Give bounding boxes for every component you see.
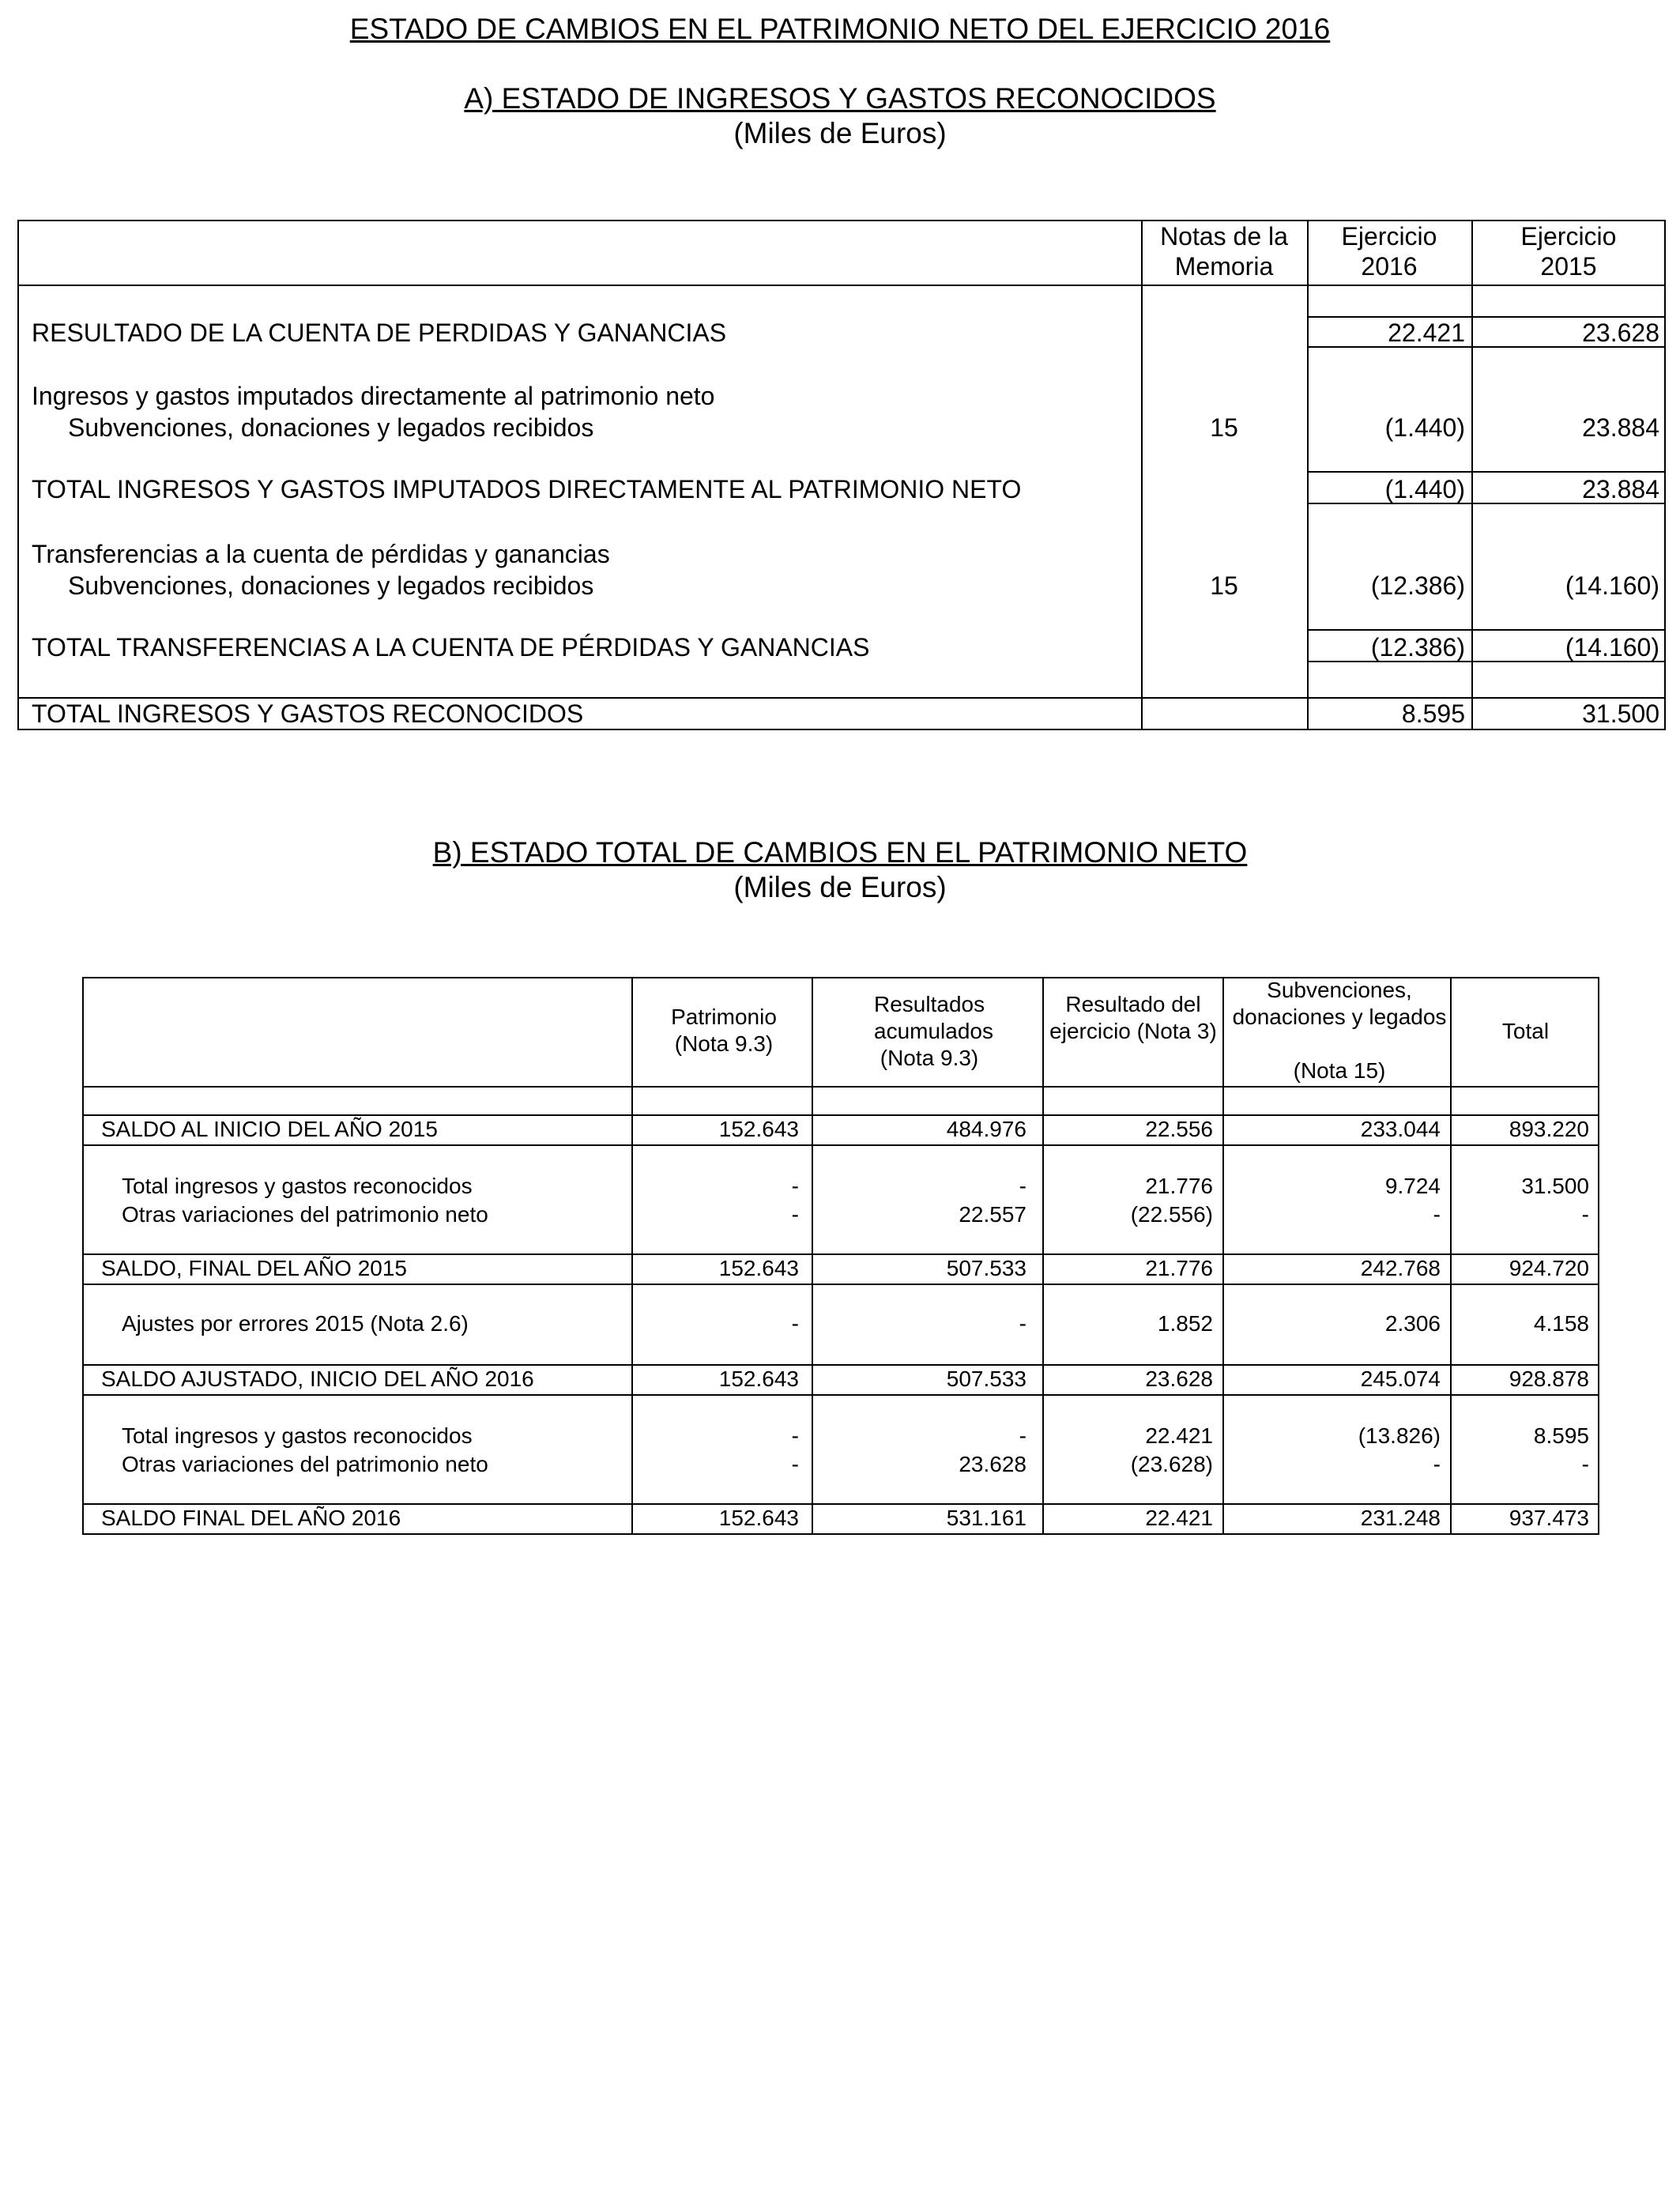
cell-resultados-acumulados: - — [1019, 1174, 1026, 1198]
value-2016: 22.421 — [1388, 319, 1465, 347]
row-label: TOTAL INGRESOS Y GASTOS RECONOCIDOS — [32, 699, 584, 728]
table-b-rule — [84, 1086, 1598, 1088]
col-header-total: Total — [1501, 1019, 1550, 1043]
income-expense-table — [17, 220, 1666, 730]
col-header-2015: 2015 — [1540, 252, 1597, 281]
note-ref: 15 — [1210, 571, 1238, 600]
value-2016: 8.595 — [1401, 699, 1465, 728]
value-2015: 31.500 — [1582, 699, 1659, 728]
cell-subvenciones: 9.724 — [1384, 1174, 1441, 1198]
table-a-value-rule — [1307, 471, 1664, 473]
value-2015: (14.160) — [1565, 633, 1659, 662]
cell-total: 8.595 — [1533, 1423, 1589, 1448]
table-b-rule — [84, 1144, 1598, 1146]
row-label: Otras variaciones del patrimonio neto — [122, 1452, 488, 1476]
row-label: TOTAL INGRESOS Y GASTOS IMPUTADOS DIRECTAMENTE AL PATRIMONIO NETO — [32, 475, 1022, 503]
cell-total: 4.158 — [1533, 1311, 1589, 1336]
cell-patrimonio: 152.643 — [718, 1117, 799, 1141]
cell-subvenciones: 2.306 — [1384, 1311, 1441, 1336]
value-2015: 23.628 — [1582, 319, 1659, 347]
cell-total: 31.500 — [1521, 1174, 1589, 1198]
row-label: Total ingresos y gastos reconocidos — [122, 1174, 473, 1198]
table-a-value-rule — [1307, 629, 1664, 631]
value-2015: 23.884 — [1582, 413, 1659, 442]
row-label: Otras variaciones del patrimonio neto — [122, 1202, 488, 1227]
section-a-units: (Miles de Euros) — [733, 117, 947, 149]
cell-resultado-ejercicio: (23.628) — [1130, 1452, 1213, 1476]
table-b-divider — [1450, 978, 1452, 1533]
value-2016: (12.386) — [1370, 571, 1465, 600]
value-2016: (1.440) — [1384, 475, 1465, 503]
cell-resultados-acumulados: 531.161 — [946, 1506, 1026, 1530]
cell-patrimonio: - — [791, 1311, 799, 1336]
section-b-title: B) ESTADO TOTAL DE CAMBIOS EN EL PATRIMONIO NETO — [432, 836, 1248, 869]
cell-resultados-acumulados: - — [1019, 1423, 1026, 1448]
cell-resultados-acumulados: 507.533 — [946, 1256, 1026, 1280]
cell-patrimonio: - — [791, 1423, 799, 1448]
cell-total: 928.878 — [1509, 1367, 1589, 1391]
col-header-notes: Memoria — [1174, 252, 1274, 281]
col-header-resultado-ejercicio: Resultado del ejercicio (Nota 3) — [1049, 992, 1217, 1043]
cell-resultados-acumulados: 484.976 — [946, 1117, 1026, 1141]
cell-resultado-ejercicio: 21.776 — [1145, 1174, 1213, 1198]
cell-subvenciones: - — [1433, 1202, 1441, 1227]
col-header-subvenciones-note: (Nota 15) — [1293, 1058, 1386, 1083]
col-header-2015: Ejercicio — [1520, 222, 1617, 251]
row-label: Subvenciones, donaciones y legados recibidos — [68, 413, 594, 442]
col-header-subvenciones: Subvenciones, donaciones y legados — [1232, 978, 1447, 1029]
row-label: Ajustes por errores 2015 (Nota 2.6) — [122, 1311, 469, 1336]
table-a-header-rule — [19, 285, 1664, 286]
cell-subvenciones: 231.248 — [1360, 1506, 1441, 1530]
value-2016: (12.386) — [1370, 633, 1465, 662]
cell-resultado-ejercicio: (22.556) — [1130, 1202, 1213, 1227]
col-header-2016: 2016 — [1361, 252, 1418, 281]
table-b-rule — [84, 1284, 1598, 1285]
cell-subvenciones: 233.044 — [1360, 1117, 1441, 1141]
row-label: SALDO AJUSTADO, INICIO DEL AÑO 2016 — [101, 1367, 534, 1391]
cell-resultado-ejercicio: 22.421 — [1145, 1506, 1213, 1530]
row-label: Transferencias a la cuenta de pérdidas y ganancias — [32, 540, 610, 568]
section-a-title: A) ESTADO DE INGRESOS Y GASTOS RECONOCIDOS — [464, 82, 1216, 115]
row-label: Ingresos y gastos imputados directamente al patrimonio neto — [32, 382, 715, 410]
cell-resultados-acumulados: 22.557 — [959, 1202, 1026, 1227]
row-label: SALDO AL INICIO DEL AÑO 2015 — [101, 1117, 438, 1141]
cell-subvenciones: 245.074 — [1360, 1367, 1441, 1391]
cell-resultado-ejercicio: 21.776 — [1145, 1256, 1213, 1280]
row-label: SALDO FINAL DEL AÑO 2016 — [101, 1506, 401, 1530]
row-label: Subvenciones, donaciones y legados recibidos — [68, 571, 594, 600]
cell-resultado-ejercicio: 23.628 — [1145, 1367, 1213, 1391]
table-a-divider — [1141, 221, 1143, 729]
col-header-2016: Ejercicio — [1341, 222, 1437, 251]
cell-subvenciones: 242.768 — [1360, 1256, 1441, 1280]
cell-patrimonio: 152.643 — [718, 1256, 799, 1280]
cell-patrimonio: - — [791, 1174, 799, 1198]
cell-patrimonio: - — [791, 1452, 799, 1476]
cell-resultados-acumulados: 507.533 — [946, 1367, 1026, 1391]
row-label: SALDO, FINAL DEL AÑO 2015 — [101, 1256, 407, 1280]
cell-patrimonio: - — [791, 1202, 799, 1227]
table-b-divider — [1222, 978, 1224, 1533]
equity-changes-table — [82, 977, 1599, 1535]
cell-patrimonio: 152.643 — [718, 1367, 799, 1391]
cell-patrimonio: 152.643 — [718, 1506, 799, 1530]
section-b-units: (Miles de Euros) — [733, 871, 947, 903]
cell-resultados-acumulados: 23.628 — [959, 1452, 1026, 1476]
row-label: RESULTADO DE LA CUENTA DE PERDIDAS Y GANANCIAS — [32, 319, 727, 347]
col-header-notes: Notas de la — [1160, 222, 1288, 251]
note-ref: 15 — [1210, 413, 1238, 442]
col-header-resultados-acumulados: Resultados acumulados (Nota 9.3) — [874, 992, 993, 1070]
col-header-patrimonio: Patrimonio (Nota 9.3) — [671, 1005, 777, 1056]
table-b-divider — [1042, 978, 1044, 1533]
value-2015: (14.160) — [1565, 571, 1659, 600]
cell-total: 924.720 — [1509, 1256, 1589, 1280]
row-label: Total ingresos y gastos reconocidos — [122, 1423, 473, 1448]
row-label: TOTAL TRANSFERENCIAS A LA CUENTA DE PÉRDIDAS Y GANANCIAS — [32, 633, 870, 662]
value-2015: 23.884 — [1582, 475, 1659, 503]
cell-total: 937.473 — [1509, 1506, 1589, 1530]
cell-subvenciones: (13.826) — [1358, 1423, 1441, 1448]
cell-resultado-ejercicio: 1.852 — [1157, 1311, 1213, 1336]
cell-total: - — [1581, 1452, 1589, 1476]
table-b-rule — [84, 1394, 1598, 1396]
cell-total: - — [1581, 1202, 1589, 1227]
cell-resultado-ejercicio: 22.421 — [1145, 1423, 1213, 1448]
cell-total: 893.220 — [1509, 1117, 1589, 1141]
cell-resultados-acumulados: - — [1019, 1311, 1026, 1336]
cell-subvenciones: - — [1433, 1452, 1441, 1476]
cell-resultado-ejercicio: 22.556 — [1145, 1117, 1213, 1141]
value-2016: (1.440) — [1384, 413, 1465, 442]
document-title: ESTADO DE CAMBIOS EN EL PATRIMONIO NETO DEL EJERCICIO 2016 — [349, 13, 1331, 45]
